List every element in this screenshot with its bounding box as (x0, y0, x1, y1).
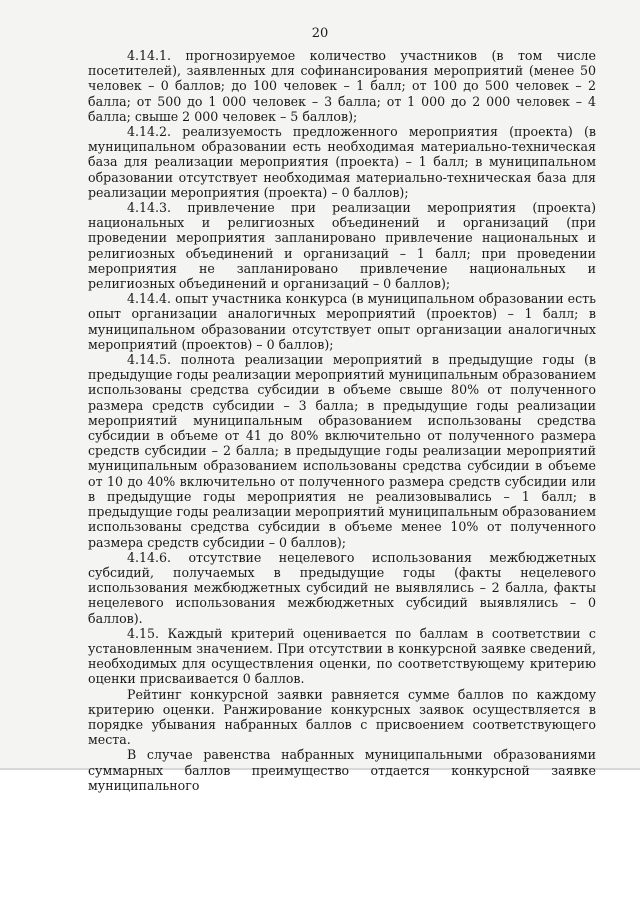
paragraph-4-14-2: 4.14.2. реализуемость предложенного мероприятия (проекта) (в муниципальном образовании есть необходимая материально-техническая база для реализации мероприятия (проекта) – 1 балл; в муниципальном образовании отсутствует необходимая материально-техническая база для реализации мероприятия (проекта) – 0 баллов); (88, 124, 596, 200)
paragraph-4-14-1: 4.14.1. прогнозируемое количество участников (в том числе посетителей), заявленных для софинансирования мероприятий (менее 50 человек – 0 баллов; до 100 человек – 1 балл; от 100 до 500 человек – 2 балла; от 500 до 1 000 человек – 3 балла; от 1 000 до 2 000 человек – 4 балла; свыше 2 000 человек – 5 баллов); (88, 48, 596, 124)
document-body (88, 48, 596, 793)
paragraph-rating: Рейтинг конкурсной заявки равняется сумме баллов по каждому критерию оценки. Ранжирование конкурсных заявок осуществляется в порядке убывания набранных баллов с присвоением соответствующего места. (88, 686, 596, 748)
paragraph-4-14-5: 4.14.5. полнота реализации мероприятий в предыдущие годы (в предыдущие годы реализации мероприятий муниципальным образованием использованы средства субсидии в объеме свыше 80% от полученного размера средств субсидии – 3 балла; в предыдущие годы реализации мероприятий муниципальным образованием использованы средства субсидии в объеме от 41 до 80% включительно от полученного размера средств субсидии – 2 балла; в предыдущие годы реализации мероприятий муниципальным образованием использованы средства субсидии в объеме от 10 до 40% включительно от полученного размера средств субсидии или в предыдущие годы мероприятия не реализовывались – 1 балл; в предыдущие годы реализации мероприятий муниципальным образованием использованы средства субсидии в объеме менее 10% от полученного размера средств субсидии – 0 баллов); (88, 352, 596, 550)
paragraph-4-14-4: 4.14.4. опыт участника конкурса (в муниципальном образовании есть опыт организации аналогичных мероприятий (проектов) – 1 балл; в муниципальном образовании отсутствует опыт организации аналогичных мероприятий (проектов) – 0 баллов); (88, 291, 596, 352)
paragraph-tie-break: В случае равенства набранных муниципальными образованиями суммарных баллов преимущество отдается конкурсной заявке муниципального (88, 747, 596, 793)
paragraph-4-14-6: 4.14.6. отсутствие нецелевого использования межбюджетных субсидий, получаемых в предыдущие годы (факты нецелевого использования межбюджетных субсидий не выявлялись – 2 балла, факты нецелевого использования межбюджетных субсидий выявлялись – 0 баллов). (88, 549, 596, 626)
page-number: 20 (311, 26, 329, 41)
paragraph-4-14-3: 4.14.3. привлечение при реализации мероприятия (проекта) национальных и религиозных объединений и организаций (при проведении мероприятия запланировано привлечение национальных и религиозных объединений и организаций – 1 балл; при проведении мероприятия не запланировано привлечение национальных и религиозных объединений и организаций – 0 баллов); (88, 200, 596, 292)
paragraph-4-15: 4.15. Каждый критерий оценивается по баллам в соответствии с установленным значением. При отсутствии в конкурсной заявке сведений, необходимых для осуществления оценки, по соответствующему критерию оценки присваивается 0 баллов. (88, 625, 596, 687)
